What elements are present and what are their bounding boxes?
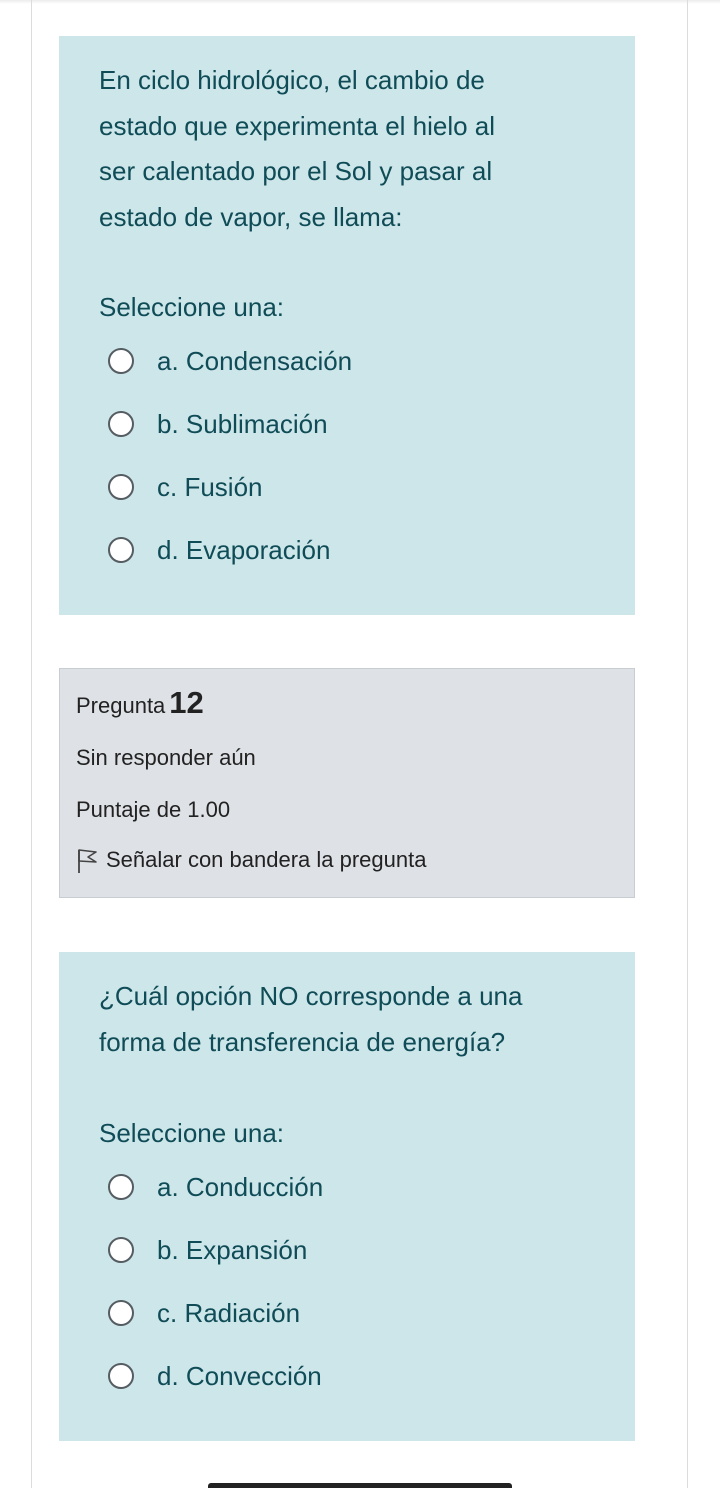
option-c[interactable] — [108, 467, 263, 507]
option-label: b. Expansión — [157, 1234, 308, 1265]
option-label: d. Evaporación — [157, 534, 331, 565]
radio-button[interactable] — [108, 411, 134, 437]
question-text-line: ¿Cuál opción NO corresponde a una — [99, 981, 523, 1011]
radio-button[interactable] — [108, 1237, 134, 1263]
option-a[interactable] — [108, 341, 352, 381]
option-b[interactable] — [108, 404, 328, 444]
option-label: d. Convección — [157, 1360, 322, 1391]
option-label: b. Sublimación — [157, 408, 328, 439]
select-prompt: Seleccione una: — [99, 1118, 285, 1148]
option-d[interactable] — [108, 1356, 322, 1396]
question-number — [76, 685, 204, 721]
radio-button[interactable] — [108, 474, 134, 500]
flag-label[interactable]: Señalar con bandera la pregunta — [106, 847, 427, 872]
option-label: a. Conducción — [157, 1171, 324, 1202]
question-text-line: estado que experimenta el hielo al — [99, 110, 496, 141]
radio-button[interactable] — [108, 1174, 134, 1200]
radio-button[interactable] — [108, 1363, 134, 1389]
option-c[interactable] — [108, 1293, 300, 1333]
flag-icon[interactable] — [76, 848, 98, 874]
radio-button[interactable] — [108, 537, 134, 563]
option-label: c. Fusión — [157, 471, 263, 502]
question-text-line: En ciclo hidrológico, el cambio de — [99, 65, 485, 95]
question-label: Pregunta — [76, 693, 166, 718]
question-number-value: 12 — [169, 685, 204, 720]
question-text-line: ser calentado por el Sol y pasar al — [99, 156, 493, 186]
radio-button[interactable] — [108, 348, 134, 374]
question-content-12 — [59, 952, 635, 1441]
question-info — [59, 668, 635, 898]
question-text-line: estado de vapor, se llama: — [99, 201, 403, 232]
option-a[interactable] — [108, 1167, 323, 1207]
question-text-line: forma de transferencia de energía? — [99, 1026, 506, 1057]
home-indicator — [208, 1483, 512, 1488]
question-status: Sin responder aún — [76, 745, 256, 770]
select-prompt: Seleccione una: — [99, 292, 285, 322]
question-content-1 — [59, 36, 635, 615]
radio-button[interactable] — [108, 1300, 134, 1326]
question-score: Puntaje de 1.00 — [76, 797, 231, 822]
flag-question-link[interactable] — [76, 847, 426, 874]
option-label: c. Radiación — [157, 1297, 301, 1328]
option-label: a. Condensación — [157, 345, 353, 376]
option-d[interactable] — [108, 530, 330, 570]
option-b[interactable] — [108, 1230, 307, 1270]
